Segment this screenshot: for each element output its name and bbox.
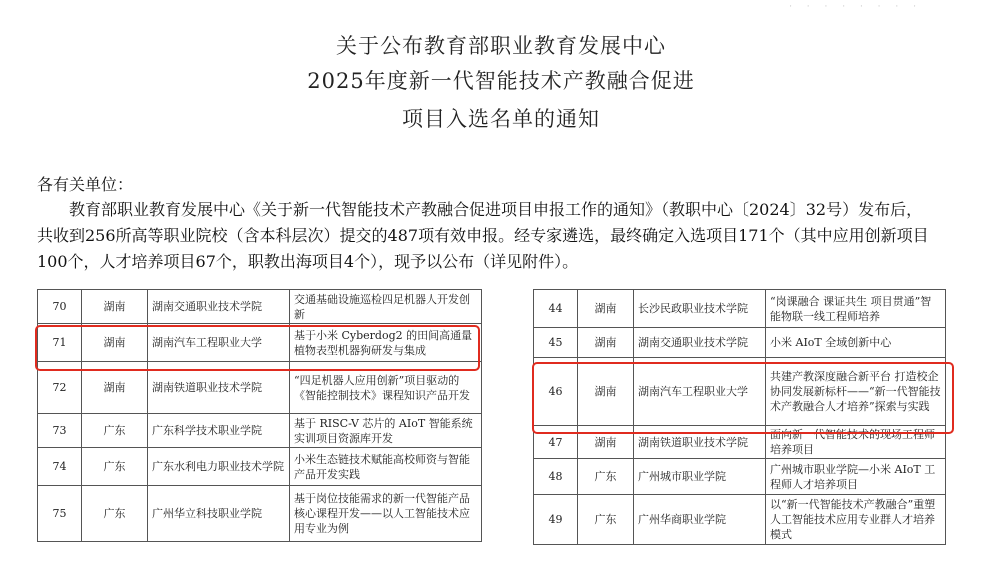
row-school: 湖南交通职业技术学院 bbox=[148, 290, 290, 324]
table-row bbox=[38, 414, 482, 448]
row-province: 湖南 bbox=[82, 362, 148, 414]
row-province: 湖南 bbox=[578, 290, 634, 328]
faint-scan-marks: · · · · · · · · bbox=[789, 2, 922, 12]
row-province: 广东 bbox=[82, 486, 148, 542]
table-row bbox=[534, 358, 946, 426]
table-row bbox=[38, 290, 482, 324]
row-number: 48 bbox=[534, 459, 578, 495]
row-project: 交通基础设施巡检四足机器人开发创新 bbox=[290, 290, 482, 324]
table-row bbox=[534, 426, 946, 459]
table-row bbox=[534, 459, 946, 495]
row-school: 湖南汽车工程职业大学 bbox=[634, 358, 766, 426]
row-project: 基于小米 Cyberdog2 的田间高通量植物表型机器狗研发与集成 bbox=[290, 324, 482, 362]
row-province: 湖南 bbox=[82, 324, 148, 362]
table-row bbox=[534, 328, 946, 358]
row-province: 广东 bbox=[578, 459, 634, 495]
row-number: 74 bbox=[38, 448, 82, 486]
row-school: 广东水利电力职业技术学院 bbox=[148, 448, 290, 486]
row-school: 湖南交通职业技术学院 bbox=[634, 328, 766, 358]
row-school: 湖南铁道职业技术学院 bbox=[634, 426, 766, 459]
row-province: 广东 bbox=[82, 414, 148, 448]
table-row bbox=[534, 290, 946, 328]
row-number: 73 bbox=[38, 414, 82, 448]
row-province: 广东 bbox=[82, 448, 148, 486]
row-number: 72 bbox=[38, 362, 82, 414]
title-line-1: 关于公布教育部职业教育发展中心 bbox=[336, 34, 666, 58]
row-project: 以“新一代智能技术产教融合”重塑人工智能技术应用专业群人才培养模式 bbox=[766, 495, 946, 545]
row-school: 广州华商职业学院 bbox=[634, 495, 766, 545]
row-school: 广州城市职业学院 bbox=[634, 459, 766, 495]
table-row bbox=[38, 448, 482, 486]
body-paragraph: 教育部职业教育发展中心《关于新一代智能技术产教融合促进项目申报工作的通知》（教职中心〔2024〕32号）发布后，共收到256所高等职业院校（含本科层次）提交的487项有效申报。经专家遴选，最终确定入选项目171个（其中应用创新项目100个，人才培养项目67个，职教出海项目4个），现予以公布（详见附件）。 bbox=[37, 200, 929, 271]
salutation: 各有关单位： bbox=[37, 175, 134, 194]
row-project: 小米 AIoT 全域创新中心 bbox=[766, 328, 946, 358]
row-project: “四足机器人应用创新”项目驱动的《智能控制技术》课程知识产品开发 bbox=[290, 362, 482, 414]
row-number: 46 bbox=[534, 358, 578, 426]
row-number: 47 bbox=[534, 426, 578, 459]
row-school: 广州华立科技职业学院 bbox=[148, 486, 290, 542]
table-row bbox=[534, 495, 946, 545]
row-school: 湖南汽车工程职业大学 bbox=[148, 324, 290, 362]
row-project: “岗课融合 课证共生 项目贯通”智能物联一线工程师培养 bbox=[766, 290, 946, 328]
row-number: 75 bbox=[38, 486, 82, 542]
row-project: 基于 RISC-V 芯片的 AIoT 智能系统实训项目资源库开发 bbox=[290, 414, 482, 448]
table-row bbox=[38, 324, 482, 362]
row-project: 面向新一代智能技术的现场工程师培养项目 bbox=[766, 426, 946, 459]
row-number: 44 bbox=[534, 290, 578, 328]
table-row bbox=[38, 486, 482, 542]
row-province: 湖南 bbox=[578, 328, 634, 358]
row-number: 70 bbox=[38, 290, 82, 324]
row-province: 湖南 bbox=[578, 358, 634, 426]
title-line-2: 2025年度新一代智能技术产教融合促进 bbox=[307, 69, 695, 93]
title-line-3: 项目入选名单的通知 bbox=[402, 107, 600, 131]
row-school: 湖南铁道职业技术学院 bbox=[148, 362, 290, 414]
table-row bbox=[38, 362, 482, 414]
row-number: 71 bbox=[38, 324, 82, 362]
left-selection-table bbox=[37, 289, 482, 542]
right-selection-table bbox=[533, 289, 946, 545]
row-province: 广东 bbox=[578, 495, 634, 545]
row-number: 45 bbox=[534, 328, 578, 358]
row-school: 长沙民政职业技术学院 bbox=[634, 290, 766, 328]
row-project: 基于岗位技能需求的新一代智能产品核心课程开发——以人工智能技术应用专业为例 bbox=[290, 486, 482, 542]
row-project: 共建产教深度融合新平台 打造校企协同发展新标杆——“新一代智能技术产教融合人才培养”探索与实践 bbox=[766, 358, 946, 426]
row-project: 小米生态链技术赋能高校师资与智能产品开发实践 bbox=[290, 448, 482, 486]
row-province: 湖南 bbox=[82, 290, 148, 324]
row-province: 湖南 bbox=[578, 426, 634, 459]
row-school: 广东科学技术职业学院 bbox=[148, 414, 290, 448]
row-project: 广州城市职业学院—小米 AIoT 工程师人才培养项目 bbox=[766, 459, 946, 495]
row-number: 49 bbox=[534, 495, 578, 545]
